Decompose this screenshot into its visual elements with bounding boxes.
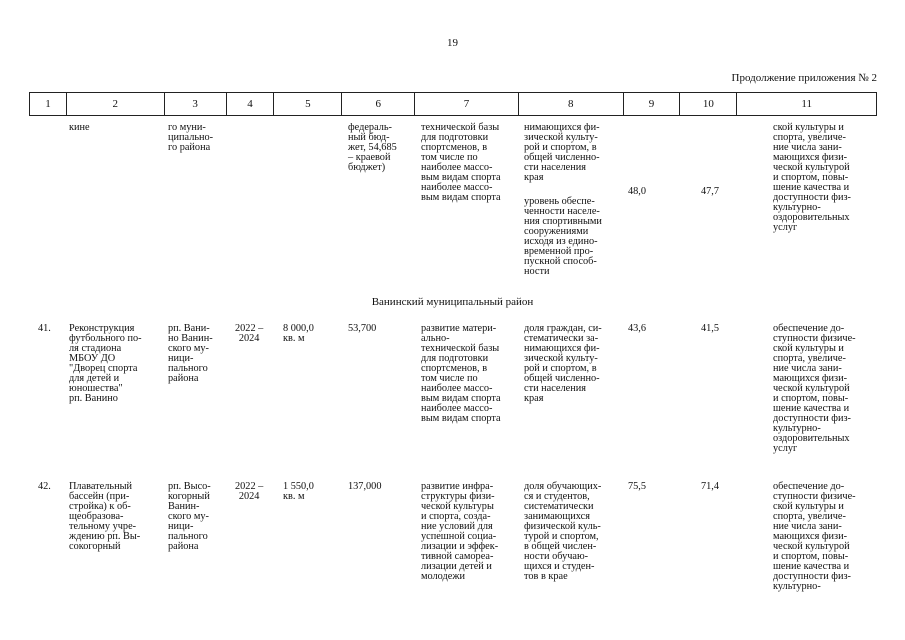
row-capacity: 8 000,0 кв. м	[283, 323, 314, 344]
row-value-9: 43,6	[628, 323, 647, 334]
header-col-2: 2	[67, 93, 165, 115]
row-result: обеспечение до- ступности физиче- ской культуры и спорта, увеличе- ние числа зани- мающихся физи- ческой культурой и спортом, повы- шение качества и доступности физ- культурно-	[773, 481, 856, 592]
header-col-3: 3	[165, 93, 227, 115]
row-number: 42.	[38, 481, 51, 492]
row-goal: развитие инфра- структуры физи- ческой культуры и спорта, созда- ние условий для успешной социа- лизации и эффек- тивной самореа- лизации детей и молодежи	[421, 481, 499, 582]
row-funding: 137,000	[348, 481, 382, 492]
cell-top-c7: технической базы для подготовки спортсменов, в том числе по наиболее массо- вым видам спорта наиболее массо- вым видам спорта	[421, 122, 501, 203]
header-col-8: 8	[519, 93, 624, 115]
row-object-name: Плавательный бассейн (при- стройка) к об- щеобразова- тельному учре- ждению рп. Вы- сокогорный	[69, 481, 141, 552]
row-indicator: доля обучающих- ся и студентов, систематически занимающихся физической куль- турой и спортом, в общей числен- ности обучаю- щихся и студен- тов в крае	[524, 481, 602, 582]
row-value-10: 71,4	[701, 481, 720, 492]
cell-top-c10: 47,7	[701, 186, 720, 197]
section-title: Ванинский муниципальный район	[371, 296, 534, 308]
header-col-10: 10	[680, 93, 737, 115]
cell-top-c11: ской культуры и спорта, увеличе- ние числа зани- мающихся физи- ческой культурой и спортом, повы- шение качества и доступности физ- культурно- оздоровительных услуг	[773, 122, 851, 233]
header-col-11: 11	[801, 98, 812, 110]
row-period: 2022 – 2024	[235, 481, 264, 502]
row-goal: развитие матери- ально- технической базы для подготовки спортсменов, в том числе по наиболее массо- вым видам спорта наиболее массо- вым видам спорта	[421, 323, 501, 424]
header-col-5: 5	[274, 93, 342, 115]
page-number: 19	[447, 37, 458, 49]
row-location: рп. Высо- когорный Ванин- ского му- ници- пального района	[168, 481, 211, 552]
header-col-6: 6	[342, 93, 415, 115]
row-number: 41.	[38, 323, 51, 334]
cell-top-c6: федераль- ный бюд- жет, 54,685 – краевой бюджет)	[348, 122, 397, 173]
header-col-7: 7	[415, 93, 519, 115]
row-funding: 53,700	[348, 323, 377, 334]
continuation-note: Продолжение приложения № 2	[731, 72, 877, 84]
row-result: обеспечение до- ступности физиче- ской культуры и спорта, увеличе- ние числа зани- мающихся физи- ческой культурой и спортом, повы- шение качества и доступности физ- культурно- оздоровительных услуг	[773, 323, 856, 454]
row-object-name: Реконструкция футбольного по- ля стадиона МБОУ ДО "Дворец спорта для детей и юношества" рп. Ванино	[69, 323, 142, 404]
cell-top-c8b: уровень обеспе- ченности населе- ния спортивными сооружениями исходя из едино- временной про- пускной способ- ности	[524, 196, 602, 277]
row-location: рп. Вани- но Ванин- ского му- ници- пального района	[168, 323, 213, 384]
cell-top-c9: 48,0	[628, 186, 647, 197]
cell-top-c8a: нимающихся фи- зической культу- рой и спортом, в общей численно- сти населения края	[524, 122, 600, 183]
table-header	[29, 92, 877, 116]
row-value-10: 41,5	[701, 323, 720, 334]
row-value-9: 75,5	[628, 481, 647, 492]
header-col-1: 1	[30, 93, 67, 115]
row-capacity: 1 550,0 кв. м	[283, 481, 314, 502]
row-period: 2022 – 2024	[235, 323, 264, 344]
header-col-4: 4	[227, 93, 275, 115]
cell-top-c3: го муни- ципально- го района	[168, 122, 214, 153]
row-indicator: доля граждан, си- стематически за- нимающихся фи- зической культу- рой и спортом, в общей численно- сти населения края	[524, 323, 602, 404]
header-col-9: 9	[624, 93, 681, 115]
cell-top-c2: кине	[69, 122, 90, 133]
